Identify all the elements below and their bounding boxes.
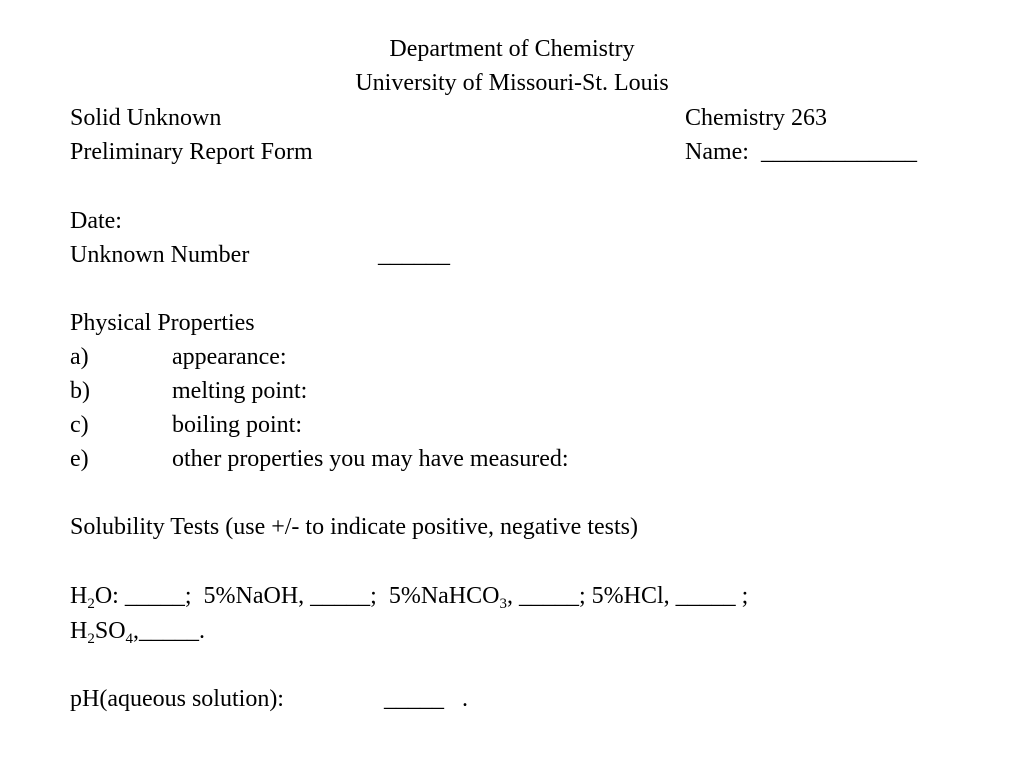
list-item-marker: e) (70, 446, 89, 472)
list-item-appearance: appearance: (172, 344, 287, 370)
subscript: 4 (125, 631, 134, 647)
subscript: 3 (499, 596, 507, 612)
solubility-text: ,_____. (133, 618, 206, 644)
list-item-marker: c) (70, 412, 89, 438)
university-title: University of Missouri-St. Louis (355, 70, 669, 96)
form-subject: Solid Unknown (70, 105, 222, 131)
date-label: Date: (70, 208, 122, 234)
name-field: Name: _____________ (685, 139, 917, 165)
list-item-marker: a) (70, 344, 89, 370)
list-item-other-properties: other properties you may have measured: (172, 446, 569, 472)
solubility-line-1 (70, 581, 748, 611)
unknown-number-blank: ______ (378, 242, 450, 268)
ph-blank: _____ . (384, 686, 468, 712)
course-number: Chemistry 263 (685, 105, 827, 131)
list-item-melting-point: melting point: (172, 378, 308, 404)
solubility-text: H (70, 583, 88, 609)
solubility-tests-heading: Solubility Tests (use +/- to indicate positive, negative tests) (70, 514, 638, 540)
ph-label: pH(aqueous solution): (70, 686, 284, 712)
subscript: 2 (87, 631, 95, 647)
form-title: Preliminary Report Form (70, 139, 313, 165)
physical-properties-heading: Physical Properties (70, 310, 255, 336)
solubility-text: , _____; 5%HCl, _____ ; (506, 583, 749, 609)
solubility-text: H (70, 618, 88, 644)
solubility-line-2 (70, 616, 205, 646)
solubility-text: SO (94, 618, 126, 644)
list-item-boiling-point: boiling point: (172, 412, 303, 438)
list-item-marker: b) (70, 378, 90, 404)
subscript: 2 (87, 596, 95, 612)
solubility-text: O: _____; 5%NaOH, _____; 5%NaHCO (94, 583, 500, 609)
unknown-number-label: Unknown Number (70, 242, 250, 268)
department-title: Department of Chemistry (389, 36, 635, 62)
